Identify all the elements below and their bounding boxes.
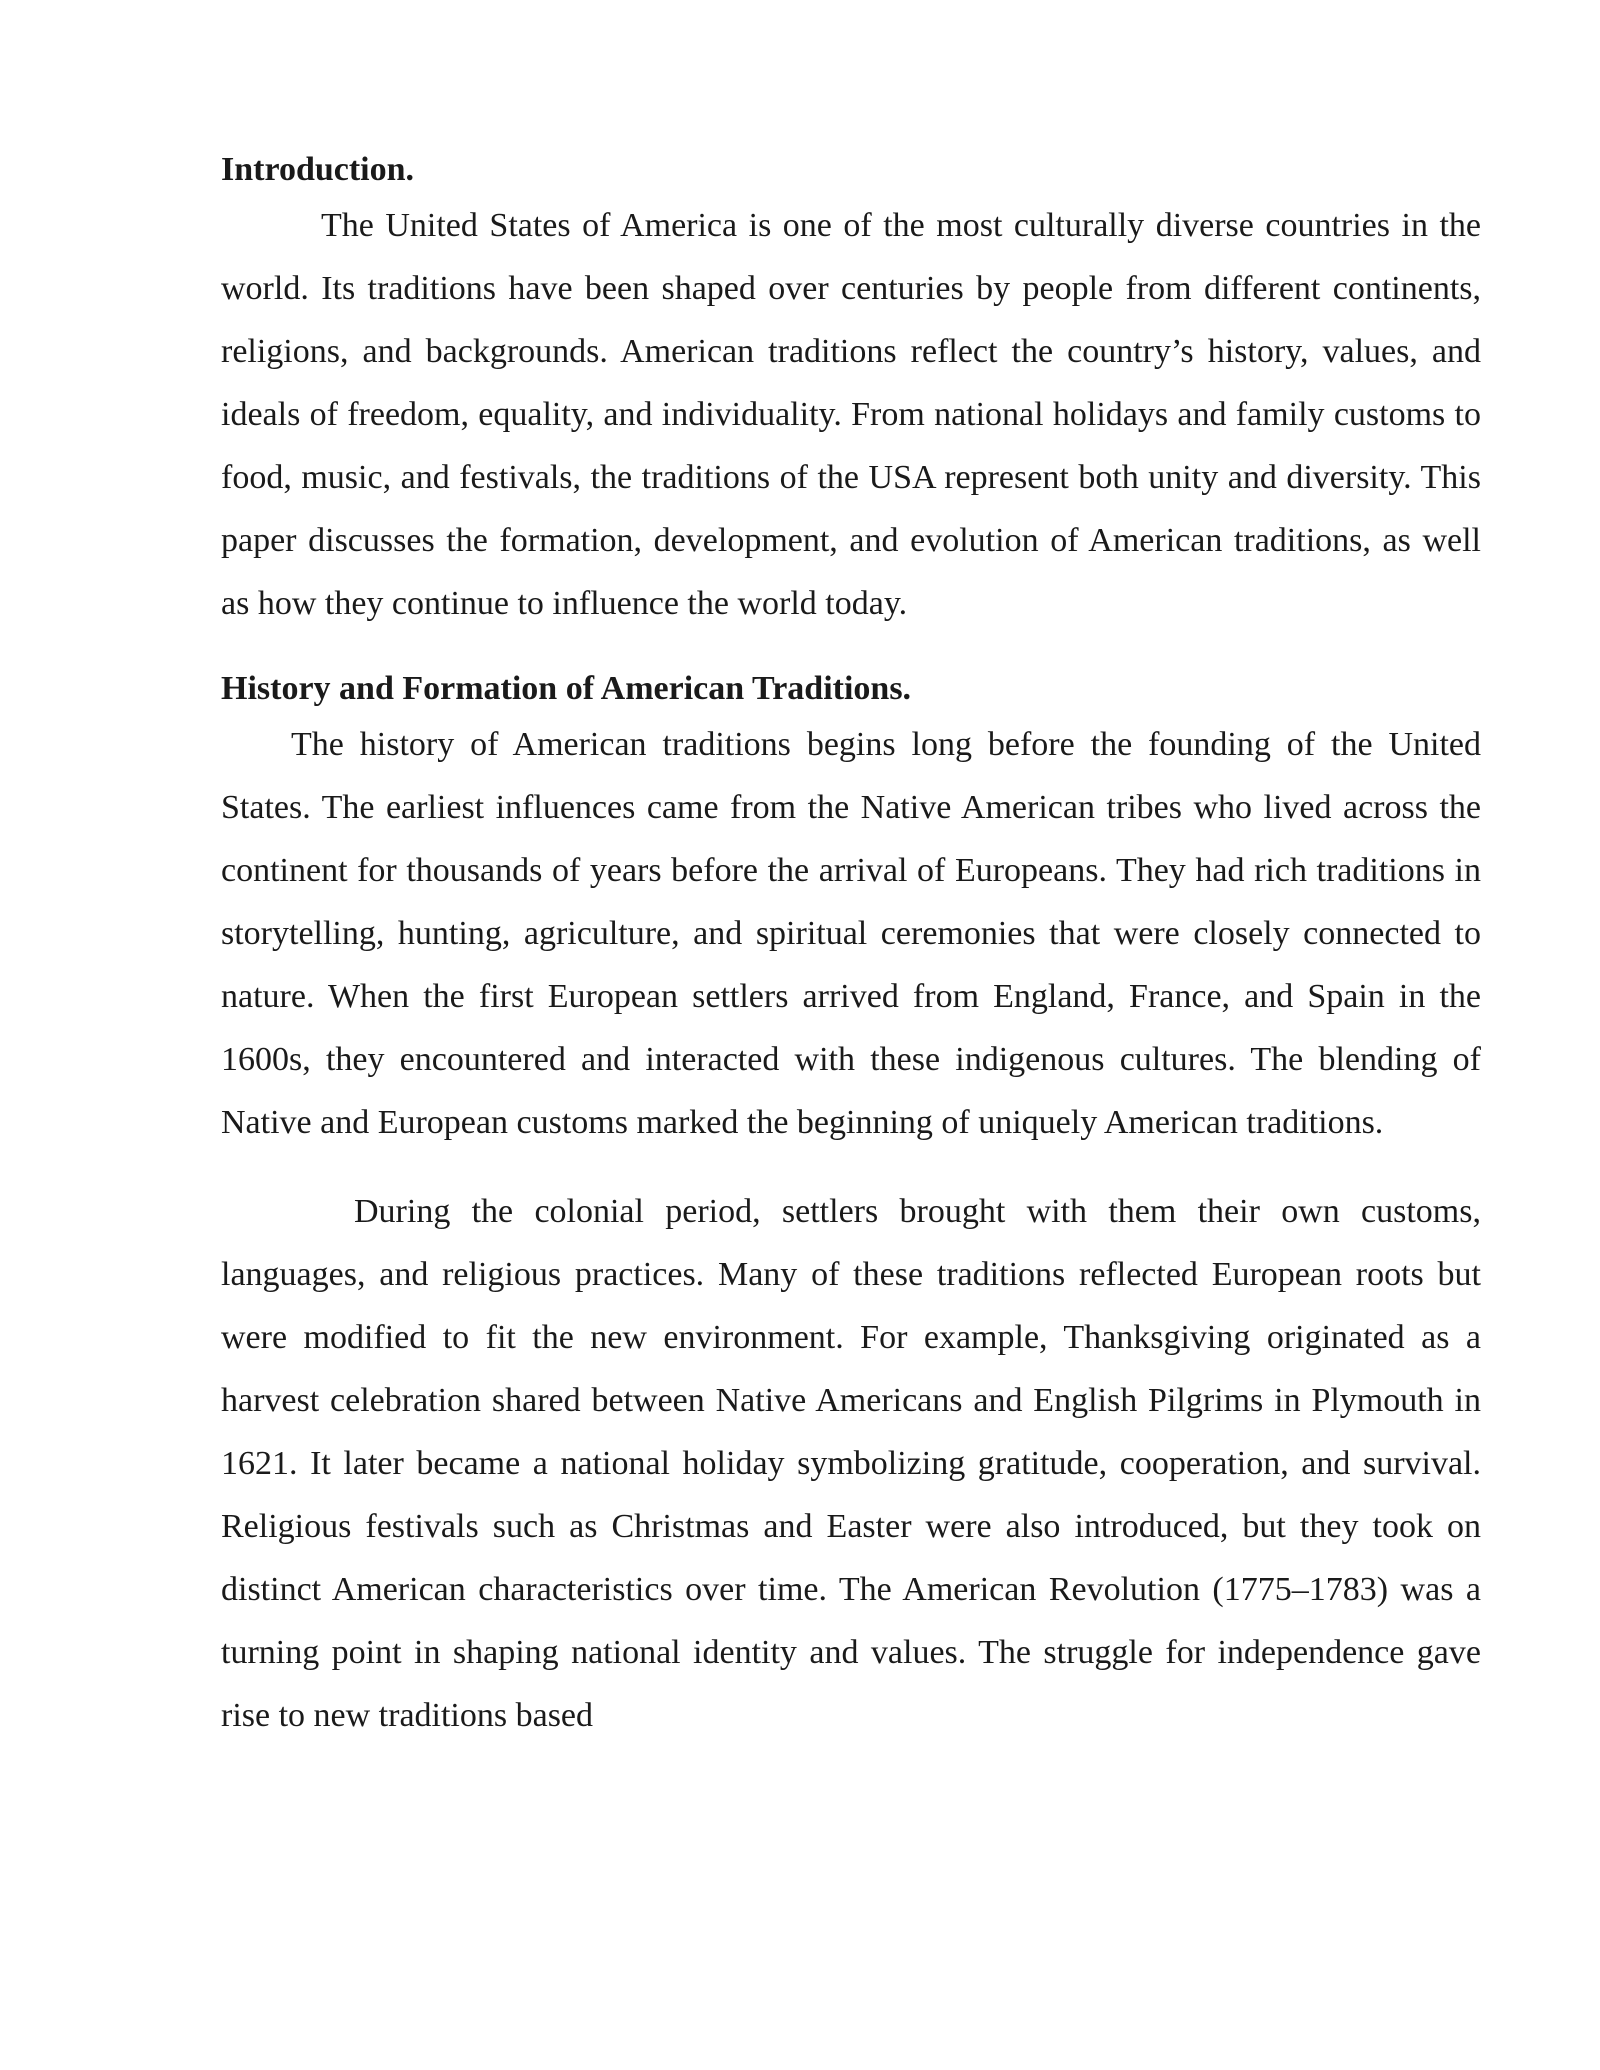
paragraph-history-2: During the colonial period, settlers brought with them their own customs, languages, and religious practices. Many of these traditions reflected European roots but were modified to fit the new environment. For example, Thanksgiving originated as a harvest celebration shared between Native Americans and English Pilgrims in Plymouth in 1621. It later became a national holiday symbolizing gratitude, cooperation, and survival. Religious festivals such as Christmas and Easter were also introduced, but they took on distinct American characteristics over time. The American Revolution (1775–1783) was a turning point in shaping national identity and values. The struggle for independence gave rise to new traditions based bbox=[221, 1193, 1481, 1734]
section-heading-history: History and Formation of American Traditions. bbox=[221, 670, 912, 707]
section-heading-introduction: Introduction. bbox=[221, 151, 415, 188]
paragraph-introduction: The United States of America is one of the most culturally diverse countries in the world. Its traditions have been shaped over centuries by people from different continents, religions, and backgrounds. American traditions reflect the country’s history, values, and ideals of freedom, equality, and individuality. From national holidays and family customs to food, music, and festivals, the traditions of the USA represent both unity and diversity. This paper discusses the formation, development, and evolution of American traditions, as well as how they continue to influence the world today. bbox=[221, 207, 1481, 622]
document-page bbox=[221, 148, 1481, 1747]
paragraph-history-1: The history of American traditions begins long before the founding of the United States. The earliest influences came from the Native American tribes who lived across the continent for thousands of years before the arrival of Europeans. They had rich traditions in storytelling, hunting, agriculture, and spiritual ceremonies that were closely connected to nature. When the first European settlers arrived from England, France, and Spain in the 1600s, they encountered and interacted with these indigenous cultures. The blending of Native and European customs marked the beginning of uniquely American traditions. bbox=[221, 726, 1481, 1141]
